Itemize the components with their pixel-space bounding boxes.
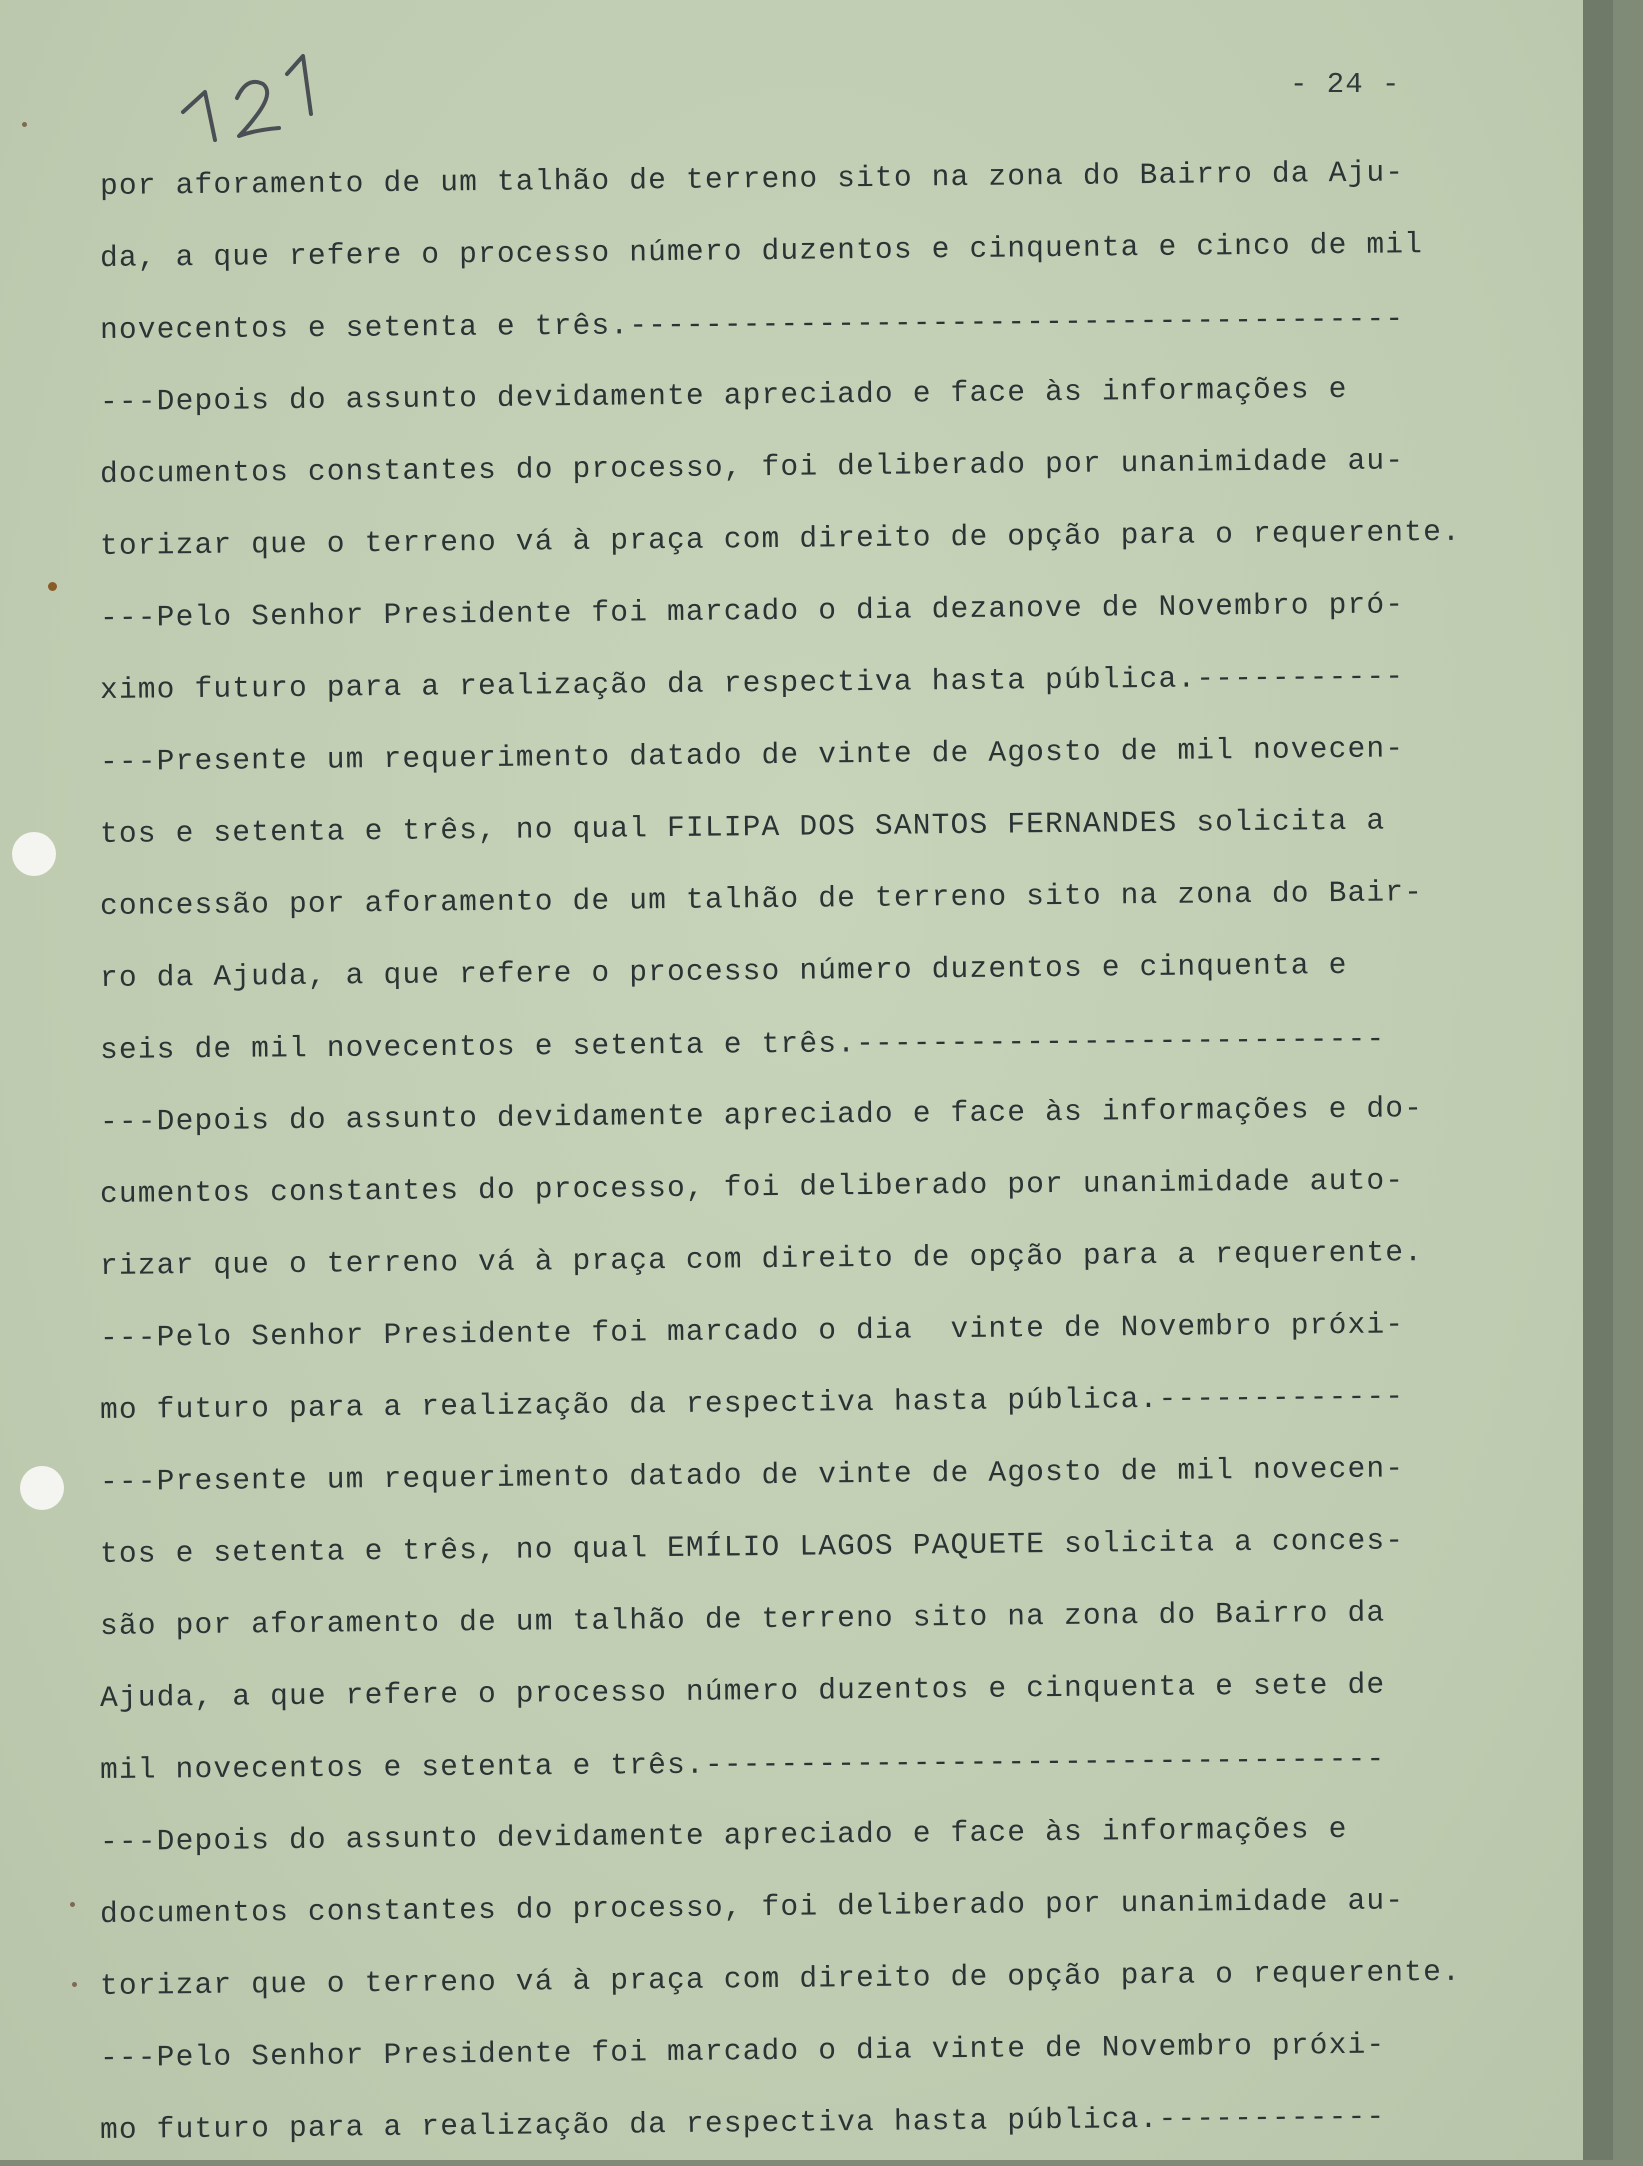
text-line: são por aforamento de um talhão de terreno sito na zona do Bairro da — [99, 1595, 1386, 1643]
text-line: ---Presente um requerimento datado de vinte de Agosto de mil novecen- — [99, 731, 1405, 779]
stain-mark — [70, 1902, 75, 1907]
text-line: cumentos constantes do processo, foi deliberado por unanimidade auto- — [99, 1163, 1405, 1211]
text-line: mo futuro para a realização da respectiva hasta pública.------------ — [99, 2099, 1386, 2147]
text-line: ---Depois do assunto devidamente apreciado e face às informações e do- — [99, 1091, 1424, 1139]
text-line: mil novecentos e setenta e três.------------------------------------ — [99, 1741, 1386, 1787]
text-line: tos e setenta e três, no qual EMÍLIO LAGOS PAQUETE solicita a conces- — [99, 1523, 1405, 1571]
text-line: concessão por aforamento de um talhão de terreno sito na zona do Bair- — [99, 875, 1424, 923]
text-line: rizar que o terreno vá à praça com direito de opção para a requerente. — [99, 1235, 1424, 1283]
page-edge-shadow — [1583, 0, 1613, 2160]
stain-mark — [48, 582, 57, 591]
text-line: ---Pelo Senhor Presidente foi marcado o dia dezanove de Novembro pró- — [99, 587, 1405, 635]
text-line: ---Presente um requerimento datado de vinte de Agosto de mil novecen- — [99, 1451, 1405, 1499]
text-line: torizar que o terreno vá à praça com direito de opção para o requerente. — [99, 514, 1462, 563]
text-line: seis de mil novecentos e setenta e três.---------------------------- — [99, 1021, 1386, 1067]
document-body — [100, 150, 1490, 2166]
text-line: por aforamento de um talhão de terreno sito na zona do Bairro da Aju- — [99, 155, 1405, 203]
text-line: documentos constantes do processo, foi deliberado por unanimidade au- — [99, 443, 1405, 491]
handwritten-folio-number — [175, 40, 335, 150]
text-line: novecentos e setenta e três.----------------------------------------- — [99, 301, 1405, 347]
stain-mark — [22, 122, 27, 127]
text-line: mo futuro para a realização da respectiva hasta pública.------------- — [99, 1379, 1405, 1427]
text-line: ---Pelo Senhor Presidente foi marcado o dia vinte de Novembro próxi- — [99, 2027, 1386, 2075]
stain-mark — [72, 1982, 77, 1987]
text-line: tos e setenta e três, no qual FILIPA DOS SANTOS FERNANDES solicita a — [99, 803, 1386, 851]
text-line: ---Depois do assunto devidamente apreciado e face às informações e — [99, 371, 1348, 419]
page-number: - 24 - — [1290, 68, 1401, 101]
handwritten-folio-graphic — [175, 40, 335, 150]
text-line: documentos constantes do processo, foi deliberado por unanimidade au- — [99, 1883, 1405, 1931]
text-line: torizar que o terreno vá à praça com direito de opção para o requerente. — [99, 1954, 1462, 2003]
text-line: ximo futuro para a realização da respectiva hasta pública.----------- — [99, 659, 1405, 707]
text-line: ---Depois do assunto devidamente apreciado e face às informações e — [99, 1811, 1348, 1859]
text-line: da, a que refere o processo número duzentos e cinquenta e cinco de mil — [99, 227, 1424, 275]
text-line: ro da Ajuda, a que refere o processo número duzentos e cinquenta e — [99, 947, 1348, 995]
punch-hole-top — [12, 832, 56, 876]
punch-hole-bottom — [20, 1466, 64, 1510]
text-line: ---Pelo Senhor Presidente foi marcado o dia vinte de Novembro próxi- — [99, 1307, 1405, 1355]
text-line: Ajuda, a que refere o processo número duzentos e cinquenta e sete de — [99, 1667, 1386, 1715]
